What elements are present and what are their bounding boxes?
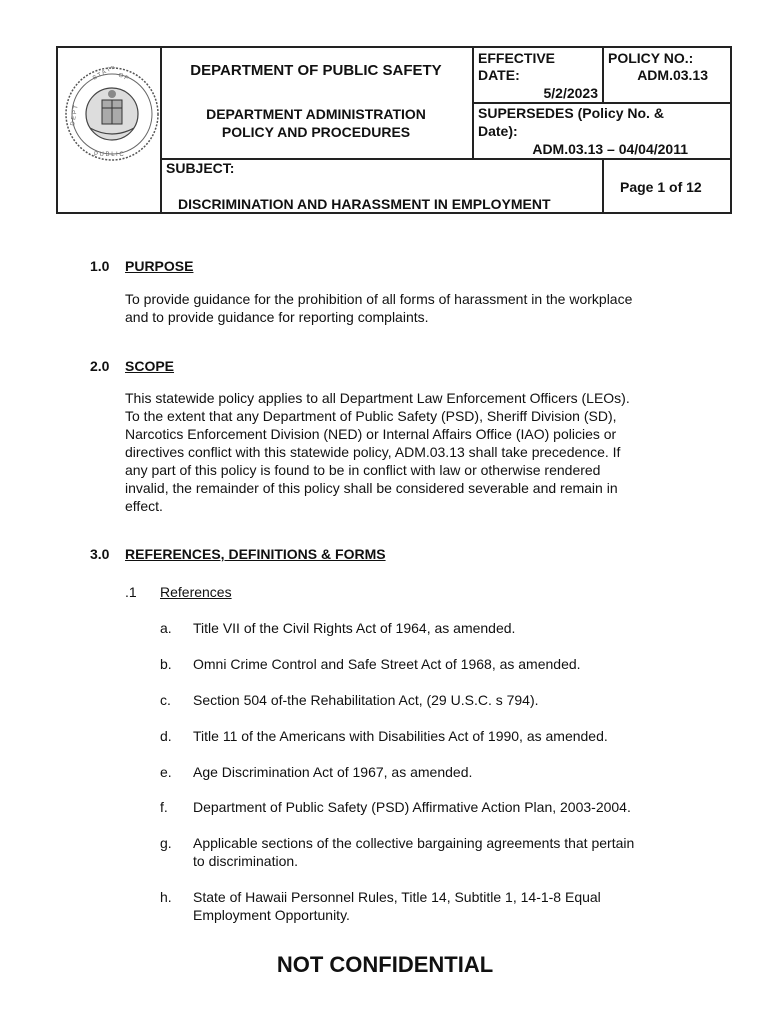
- section-1-body: To provide guidance for the prohibition of all forms of harassment in the workplace and to provide guidance for reporting complaints.: [125, 291, 633, 325]
- subsection-title: References: [160, 584, 232, 600]
- reference-text: Title 11 of the Americans with Disabilities Act of 1990, as amended.: [193, 728, 608, 744]
- admin-title-line2: POLICY AND PROCEDURES: [221, 124, 411, 140]
- reference-text: Applicable sections of the collective bargaining agreements that pertain to discrimination.: [193, 835, 635, 869]
- reference-text: Title VII of the Civil Rights Act of 1964, as amended.: [193, 620, 516, 636]
- reference-letter: a.: [160, 620, 172, 636]
- reference-letter: f.: [160, 799, 168, 815]
- effective-date-value: 5/2/2023: [543, 85, 598, 101]
- section-3-title: REFERENCES, DEFINITIONS & FORMS: [125, 546, 386, 562]
- subject-value: DISCRIMINATION AND HARASSMENT IN EMPLOYMENT: [178, 196, 551, 212]
- svg-text:D E P T: D E P T: [70, 104, 80, 127]
- department-name: DEPARTMENT OF PUBLIC SAFETY: [190, 62, 442, 79]
- reference-letter: g.: [160, 835, 172, 851]
- reference-text: Section 504 of-the Rehabilitation Act, (29 U.S.C. s 794).: [193, 692, 539, 708]
- state-seal-icon: [64, 66, 160, 162]
- subject-label: SUBJECT:: [166, 160, 235, 176]
- page-indicator: Page 1 of 12: [620, 179, 702, 195]
- svg-text:O F: O F: [117, 72, 129, 83]
- reference-letter: d.: [160, 728, 172, 744]
- reference-letter: e.: [160, 764, 172, 780]
- reference-letter: b.: [160, 656, 172, 672]
- admin-title-line1: DEPARTMENT ADMINISTRATION: [206, 106, 426, 122]
- section-1-number: 1.0: [90, 258, 110, 274]
- reference-text: Omni Crime Control and Safe Street Act of 1968, as amended.: [193, 656, 581, 672]
- section-1-title: PURPOSE: [125, 258, 194, 274]
- subsection-number: .1: [125, 584, 137, 600]
- supersedes-label: SUPERSEDES (Policy No. &: [478, 105, 664, 121]
- reference-letter: c.: [160, 692, 171, 708]
- reference-text: Department of Public Safety (PSD) Affirmative Action Plan, 2003-2004.: [193, 799, 631, 815]
- svg-text:S T A T E: S T A T E: [92, 66, 117, 82]
- supersedes-value: ADM.03.13 – 04/04/2011: [532, 141, 688, 157]
- svg-text:P U B L I C: P U B L I C: [94, 152, 124, 158]
- supersedes-label-2: Date):: [478, 123, 518, 139]
- confidentiality-footer: NOT CONFIDENTIAL: [276, 952, 494, 977]
- policy-header-table: [56, 46, 732, 214]
- policy-number-label: POLICY NO.:: [608, 50, 694, 66]
- reference-text: Age Discrimination Act of 1967, as amended.: [193, 764, 473, 780]
- reference-letter: h.: [160, 889, 172, 905]
- section-2-title: SCOPE: [125, 358, 175, 374]
- effective-date-label: EFFECTIVE: [478, 50, 556, 66]
- policy-number-value: ADM.03.13: [637, 67, 708, 83]
- section-2-number: 2.0: [90, 358, 110, 374]
- section-3-number: 3.0: [90, 546, 110, 562]
- section-2-body: This statewide policy applies to all Department Law Enforcement Officers (LEOs). To the extent that any Department of Public Safety (PSD), Sheriff Division (SD), Narcotics Enforcement Division (NED) or Internal Affairs Office (IAO) policies or directives conflict with this statewide policy, ADM.03.13 shall take precedence. If any part of this policy is found to be in conflict with law or otherwise rendered invalid, the remainder of this policy shall be considered severable and remain in effect.: [125, 390, 630, 514]
- reference-text: State of Hawaii Personnel Rules, Title 14, Subtitle 1, 14-1-8 Equal Employment Opportunity.: [193, 889, 601, 923]
- effective-date-label-2: DATE:: [478, 67, 520, 83]
